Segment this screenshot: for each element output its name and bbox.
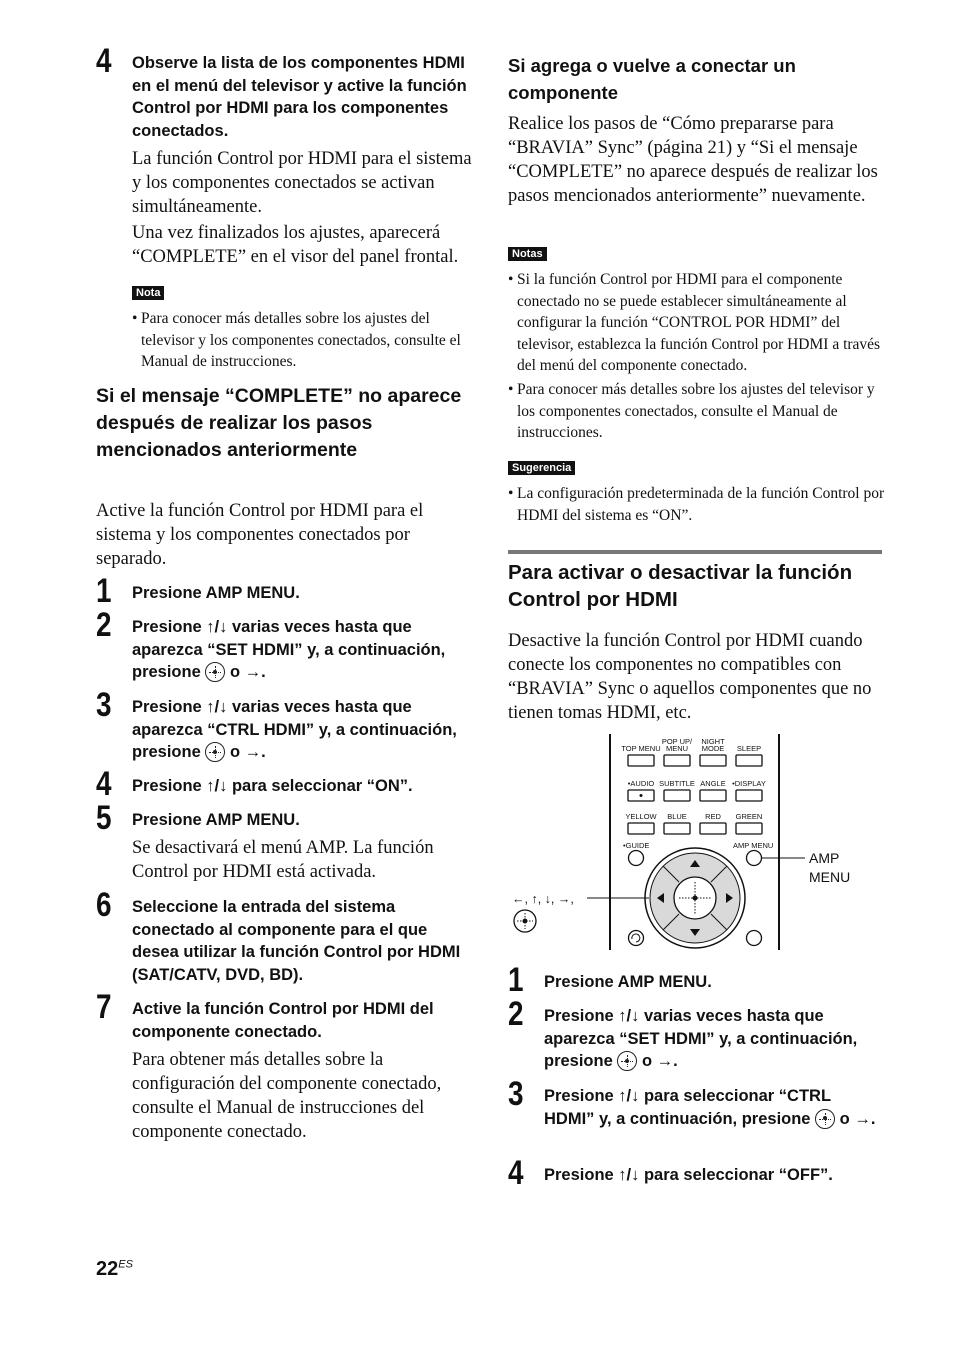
- reconnect-paragraph: Realice los pasos de “Cómo prepararse para “BRAVIA” Sync” (página 21) y “Si el mensaje “COMPLETE” no aparece después de realizar los pasos mencionados anteriormente” nuevamente.: [508, 114, 878, 206]
- notas-badge: Notas: [508, 247, 547, 261]
- step-number: 2: [508, 995, 524, 1033]
- page-number: $22^{ES}$: [96, 1258, 133, 1280]
- select-button-icon: [617, 1051, 637, 1071]
- right-step-1: Presione AMP MENU.: [544, 973, 712, 991]
- select-button-icon: [815, 1109, 835, 1129]
- step-4-instruction: Observe la lista de los componentes HDMI en el menú del televisor y active la función Control por HDMI para los componentes conectados.: [132, 54, 467, 140]
- sub-heading-reconnect: Si agrega o vuelve a conectar un componente: [508, 55, 796, 103]
- step-number: 4: [508, 1154, 524, 1192]
- label-red: RED: [705, 812, 721, 821]
- step-4-instruction-on: Presione ↑/↓ para seleccionar “ON”.: [132, 777, 413, 795]
- label-blue: BLUE: [667, 812, 687, 821]
- sugerencia-badge: Sugerencia: [508, 461, 575, 475]
- step-number: 6: [96, 886, 112, 924]
- sugerencia-item: • La configuración predeterminada de la función Control por HDMI del sistema es “ON”.: [508, 485, 885, 524]
- nota-badge: Nota: [132, 286, 164, 300]
- step-number: 5: [96, 799, 112, 837]
- label-display: •DISPLAY: [732, 779, 766, 788]
- step-number: 2: [96, 606, 112, 644]
- step-1-instruction: Presione AMP MENU.: [132, 584, 300, 602]
- section-heading-toggle: Para activar o desactivar la función Control por HDMI: [508, 561, 853, 611]
- step-7-paragraph: Para obtener más detalles sobre la configuración del componente conectado, consulte el Manual de instrucciones del componente conectado.: [132, 1050, 442, 1142]
- step-3-instruction: Presione ↑/↓ varias veces hasta que aparezca “CTRL HDMI” y, a continuación, presione o →.: [132, 698, 457, 761]
- nota-item-1: • Si la función Control por HDMI para el componente conectado no se puede establecer simultáneamente al configurar la función “CONTROL POR HDMI” del televisor, establezca la función Control por HDMI a través del menú del componente conectado.: [508, 271, 881, 374]
- label-green: GREEN: [735, 812, 763, 821]
- right-step-2: Presione ↑/↓ varias veces hasta que aparezca “SET HDMI” y, a continuación, presione o →.: [544, 1007, 858, 1070]
- step-number: 7: [96, 988, 112, 1026]
- label-amp-menu-small: AMP MENU: [733, 841, 774, 850]
- step-number: 3: [508, 1075, 524, 1113]
- label-night-mode: MODE: [701, 744, 725, 753]
- label-subtitle: SUBTITLE: [659, 779, 695, 788]
- step-5-instruction: Presione AMP MENU.: [132, 811, 300, 829]
- nota-item-2: • Para conocer más detalles sobre los ajustes del televisor y los componentes conectados, consulte el Manual de instrucciones.: [508, 381, 875, 441]
- label-angle: ANGLE: [700, 779, 726, 788]
- step-number: 1: [96, 572, 112, 610]
- nota-item: • Para conocer más detalles sobre los ajustes del televisor y los componentes conectados, consulte el Manual de instrucciones.: [132, 310, 461, 370]
- select-button-icon: [205, 742, 225, 762]
- step-5-paragraph: Se desactivará el menú AMP. La función Control por HDMI está activada.: [132, 838, 434, 882]
- label-popup: POP UP/: [661, 737, 693, 746]
- label-sleep: SLEEP: [736, 744, 762, 753]
- step-number: 1: [508, 961, 524, 999]
- select-button-icon: [514, 910, 536, 932]
- step-4-paragraph-1: La función Control por HDMI para el sistema y los componentes conectados se activan simultáneamente.: [132, 149, 472, 217]
- label-yellow: YELLOW: [625, 812, 657, 821]
- label-guide: •GUIDE: [623, 841, 650, 850]
- select-button-icon: [205, 662, 225, 682]
- label-top-menu: TOP MENU: [621, 744, 661, 753]
- callout-arrows: ←, ↑, ↓, →,: [512, 892, 574, 906]
- label-night: NIGHT: [701, 737, 725, 746]
- label-audio: •AUDIO: [627, 779, 655, 788]
- section-divider: [508, 550, 882, 554]
- step-number: 3: [96, 686, 112, 724]
- step-number: 4: [96, 765, 112, 803]
- toggle-paragraph: Desactive la función Control por HDMI cuando conecte los componentes no compatibles con “BRAVIA” Sync o aquellos componentes que no tienen tomas HDMI, etc.: [508, 631, 872, 723]
- step-6-instruction: Seleccione la entrada del sistema conectado al componente para el que desea utilizar la función Control por HDMI (SAT/CATV, DVD, BD).: [132, 898, 461, 984]
- callout-menu: MENU: [809, 869, 851, 885]
- step-number: 4: [96, 42, 112, 80]
- label-popup-menu: MENU: [665, 744, 689, 753]
- remote-illustration: [505, 732, 865, 954]
- right-step-4: Presione ↑/↓ para seleccionar “OFF”.: [544, 1166, 833, 1184]
- step-7-instruction: Active la función Control por HDMI del componente conectado.: [132, 1000, 434, 1041]
- intro-paragraph: Active la función Control por HDMI para el sistema y los componentes conectados por separado.: [96, 501, 424, 569]
- right-step-3: Presione ↑/↓ para seleccionar “CTRL HDMI” y, a continuación, presione o →.: [544, 1087, 876, 1128]
- step-2-instruction: Presione ↑/↓ varias veces hasta que aparezca “SET HDMI” y, a continuación, presione o →.: [132, 618, 446, 681]
- step-4-paragraph-2: Una vez finalizados los ajustes, aparecerá “COMPLETE” en el visor del panel frontal.: [132, 223, 459, 267]
- section-heading-complete: Si el mensaje “COMPLETE” no aparece después de realizar los pasos mencionados anteriormente: [96, 385, 462, 461]
- callout-amp: AMP: [809, 850, 840, 866]
